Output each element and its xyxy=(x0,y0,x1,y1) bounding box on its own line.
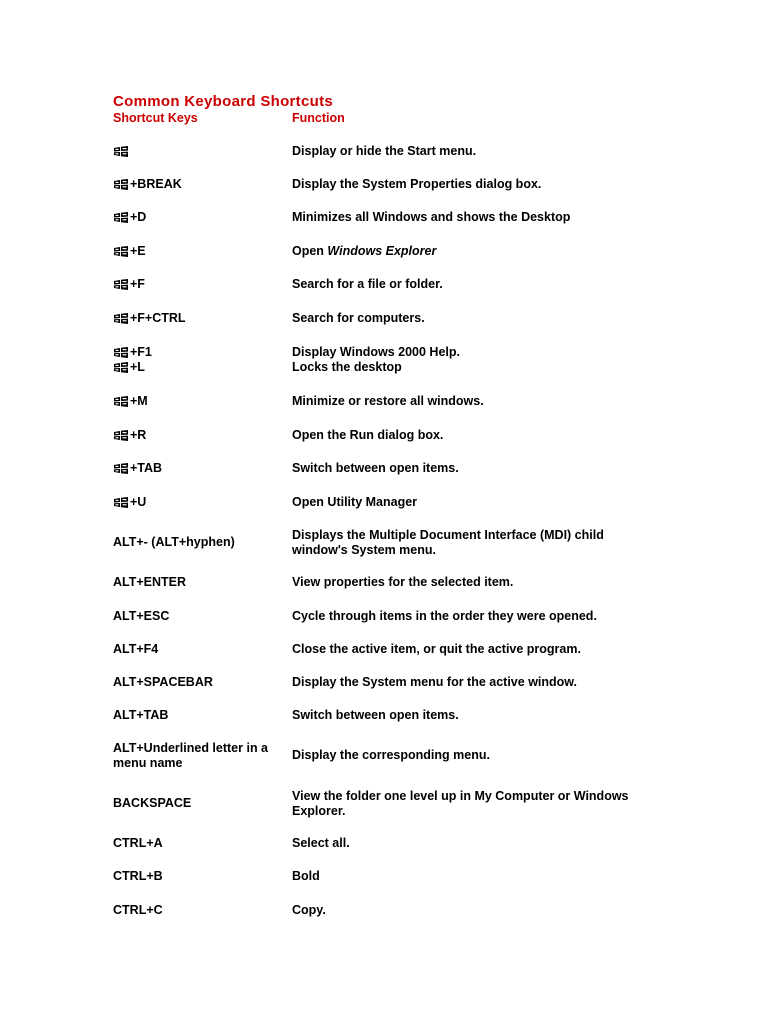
function-text: Select all. xyxy=(292,835,350,850)
key-text: ALT+- (ALT+hyphen) xyxy=(113,535,235,549)
shortcut-key xyxy=(113,608,283,624)
shortcut-key xyxy=(113,641,283,657)
function-text: Copy. xyxy=(292,902,326,917)
key-suffix: +BREAK xyxy=(130,176,182,191)
shortcut-row xyxy=(0,460,768,476)
key-suffix: +M xyxy=(130,393,148,408)
windows-logo-icon xyxy=(113,496,129,509)
column-header-shortcut-keys: Shortcut Keys xyxy=(113,111,198,125)
key-combo xyxy=(113,277,145,292)
function-text: Display the System menu for the active window. xyxy=(292,674,578,689)
windows-logo-icon xyxy=(113,462,129,475)
function-text-italic: Windows Explorer xyxy=(327,243,437,258)
shortcut-function xyxy=(292,868,652,884)
shortcut-function xyxy=(292,740,652,771)
shortcut-function xyxy=(292,707,652,723)
function-text-prefix: Open xyxy=(292,243,328,258)
function-text: View properties for the selected item. xyxy=(292,574,514,589)
shortcut-key xyxy=(113,835,283,851)
shortcut-row xyxy=(0,344,768,375)
shortcut-key xyxy=(113,209,283,225)
shortcut-key xyxy=(113,902,283,918)
key-text: ALT+TAB xyxy=(113,707,169,722)
key-combo xyxy=(113,210,146,225)
shortcut-row xyxy=(0,641,768,657)
key-text: CTRL+C xyxy=(113,902,163,917)
key-suffix: +F1 xyxy=(130,344,152,359)
shortcut-row xyxy=(0,574,768,590)
key-combo xyxy=(113,311,186,326)
windows-logo-icon xyxy=(113,211,129,224)
function-text: Search for computers. xyxy=(292,310,425,325)
key-combo xyxy=(113,495,146,510)
windows-logo-icon xyxy=(113,395,129,408)
function-text: Display the System Properties dialog box. xyxy=(292,176,542,191)
windows-logo-icon xyxy=(113,245,129,258)
column-header-function: Function xyxy=(292,111,345,125)
shortcut-row xyxy=(0,707,768,723)
windows-logo-icon xyxy=(113,346,129,359)
windows-logo-icon xyxy=(113,278,129,291)
shortcut-key xyxy=(113,740,283,771)
shortcut-function xyxy=(292,176,652,192)
key-text: BACKSPACE xyxy=(113,796,192,810)
shortcut-row xyxy=(0,868,768,884)
function-text: Open Utility Manager xyxy=(292,494,418,509)
function-text: View the folder one level up in My Computer or Windows Explorer. xyxy=(292,788,629,818)
shortcut-row xyxy=(0,674,768,690)
function-text: Display Windows 2000 Help. xyxy=(292,344,460,359)
key-suffix: +U xyxy=(130,494,147,509)
key-suffix: +TAB xyxy=(130,460,163,475)
function-text: Switch between open items. xyxy=(292,460,459,475)
key-combo xyxy=(113,244,146,259)
shortcut-key xyxy=(113,393,283,409)
shortcut-key xyxy=(113,527,283,558)
function-text: Close the active item, or quit the active program. xyxy=(292,641,581,656)
shortcut-key xyxy=(113,344,283,375)
shortcut-row xyxy=(0,176,768,192)
key-text: ALT+Underlined letter in a menu name xyxy=(113,740,268,770)
shortcut-row xyxy=(0,276,768,292)
key-text: CTRL+B xyxy=(113,868,163,883)
key-suffix: +R xyxy=(130,427,147,442)
shortcut-function xyxy=(292,310,652,326)
windows-logo-icon xyxy=(113,312,129,325)
function-text: Switch between open items. xyxy=(292,707,459,722)
function-text: Locks the desktop xyxy=(292,359,402,374)
function-text: Display the corresponding menu. xyxy=(292,748,490,762)
shortcut-row xyxy=(0,902,768,918)
shortcut-row xyxy=(0,740,768,771)
windows-logo-icon xyxy=(113,429,129,442)
function-text: Display or hide the Start menu. xyxy=(292,143,477,158)
shortcut-function xyxy=(292,608,652,624)
shortcut-key xyxy=(113,143,283,159)
function-text: Open the Run dialog box. xyxy=(292,427,444,442)
shortcut-row xyxy=(0,143,768,159)
shortcut-row xyxy=(0,427,768,443)
windows-logo-icon xyxy=(113,178,129,191)
shortcut-row xyxy=(0,209,768,225)
shortcut-key xyxy=(113,574,283,590)
shortcut-row xyxy=(0,527,768,558)
shortcut-row xyxy=(0,310,768,326)
shortcut-function xyxy=(292,143,652,159)
shortcut-key xyxy=(113,788,283,819)
shortcut-function xyxy=(292,527,652,558)
page-title: Common Keyboard Shortcuts xyxy=(113,93,334,110)
key-combo xyxy=(113,345,152,360)
shortcut-function xyxy=(292,460,652,476)
shortcut-key xyxy=(113,310,283,326)
key-text: ALT+SPACEBAR xyxy=(113,674,213,689)
key-text: ALT+ENTER xyxy=(113,574,187,589)
shortcut-function xyxy=(292,243,652,259)
shortcut-row xyxy=(0,608,768,624)
shortcut-key xyxy=(113,674,283,690)
key-suffix: +F+CTRL xyxy=(130,310,186,325)
shortcut-function xyxy=(292,788,652,819)
key-suffix: +L xyxy=(130,359,145,374)
key-combo xyxy=(113,461,162,476)
function-text xyxy=(292,244,436,259)
function-text: Bold xyxy=(292,868,320,883)
shortcut-key xyxy=(113,176,283,192)
shortcut-function xyxy=(292,393,652,409)
key-text: ALT+F4 xyxy=(113,641,159,656)
shortcut-function xyxy=(292,674,652,690)
function-text: Displays the Multiple Document Interface (MDI) child window's System menu. xyxy=(292,527,604,557)
shortcut-row xyxy=(0,393,768,409)
key-combo xyxy=(113,394,148,409)
shortcut-key xyxy=(113,276,283,292)
shortcut-function xyxy=(292,209,652,225)
key-suffix: +D xyxy=(130,209,147,224)
shortcut-key xyxy=(113,243,283,259)
shortcut-row xyxy=(0,788,768,819)
shortcut-function xyxy=(292,494,652,510)
shortcut-row xyxy=(0,494,768,510)
key-combo xyxy=(113,144,130,159)
shortcut-row xyxy=(0,243,768,259)
function-text: Minimizes all Windows and shows the Desktop xyxy=(292,209,571,224)
shortcut-function xyxy=(292,835,652,851)
shortcut-key xyxy=(113,494,283,510)
windows-logo-icon xyxy=(113,361,129,374)
function-text: Minimize or restore all windows. xyxy=(292,393,484,408)
shortcut-function xyxy=(292,641,652,657)
function-text: Search for a file or folder. xyxy=(292,276,443,291)
key-combo xyxy=(113,177,182,192)
shortcut-function xyxy=(292,344,652,375)
shortcut-key xyxy=(113,460,283,476)
key-combo xyxy=(113,360,152,375)
shortcut-key xyxy=(113,707,283,723)
function-text: Cycle through items in the order they were opened. xyxy=(292,608,597,623)
shortcut-key xyxy=(113,427,283,443)
shortcut-function xyxy=(292,427,652,443)
shortcut-row xyxy=(0,835,768,851)
key-text: CTRL+A xyxy=(113,835,163,850)
key-suffix: +E xyxy=(130,243,146,258)
key-text: ALT+ESC xyxy=(113,608,170,623)
key-combo xyxy=(113,428,146,443)
shortcut-function xyxy=(292,574,652,590)
windows-logo-icon xyxy=(113,145,129,158)
shortcut-key xyxy=(113,868,283,884)
key-suffix: +F xyxy=(130,276,145,291)
shortcut-function xyxy=(292,902,652,918)
shortcut-function xyxy=(292,276,652,292)
